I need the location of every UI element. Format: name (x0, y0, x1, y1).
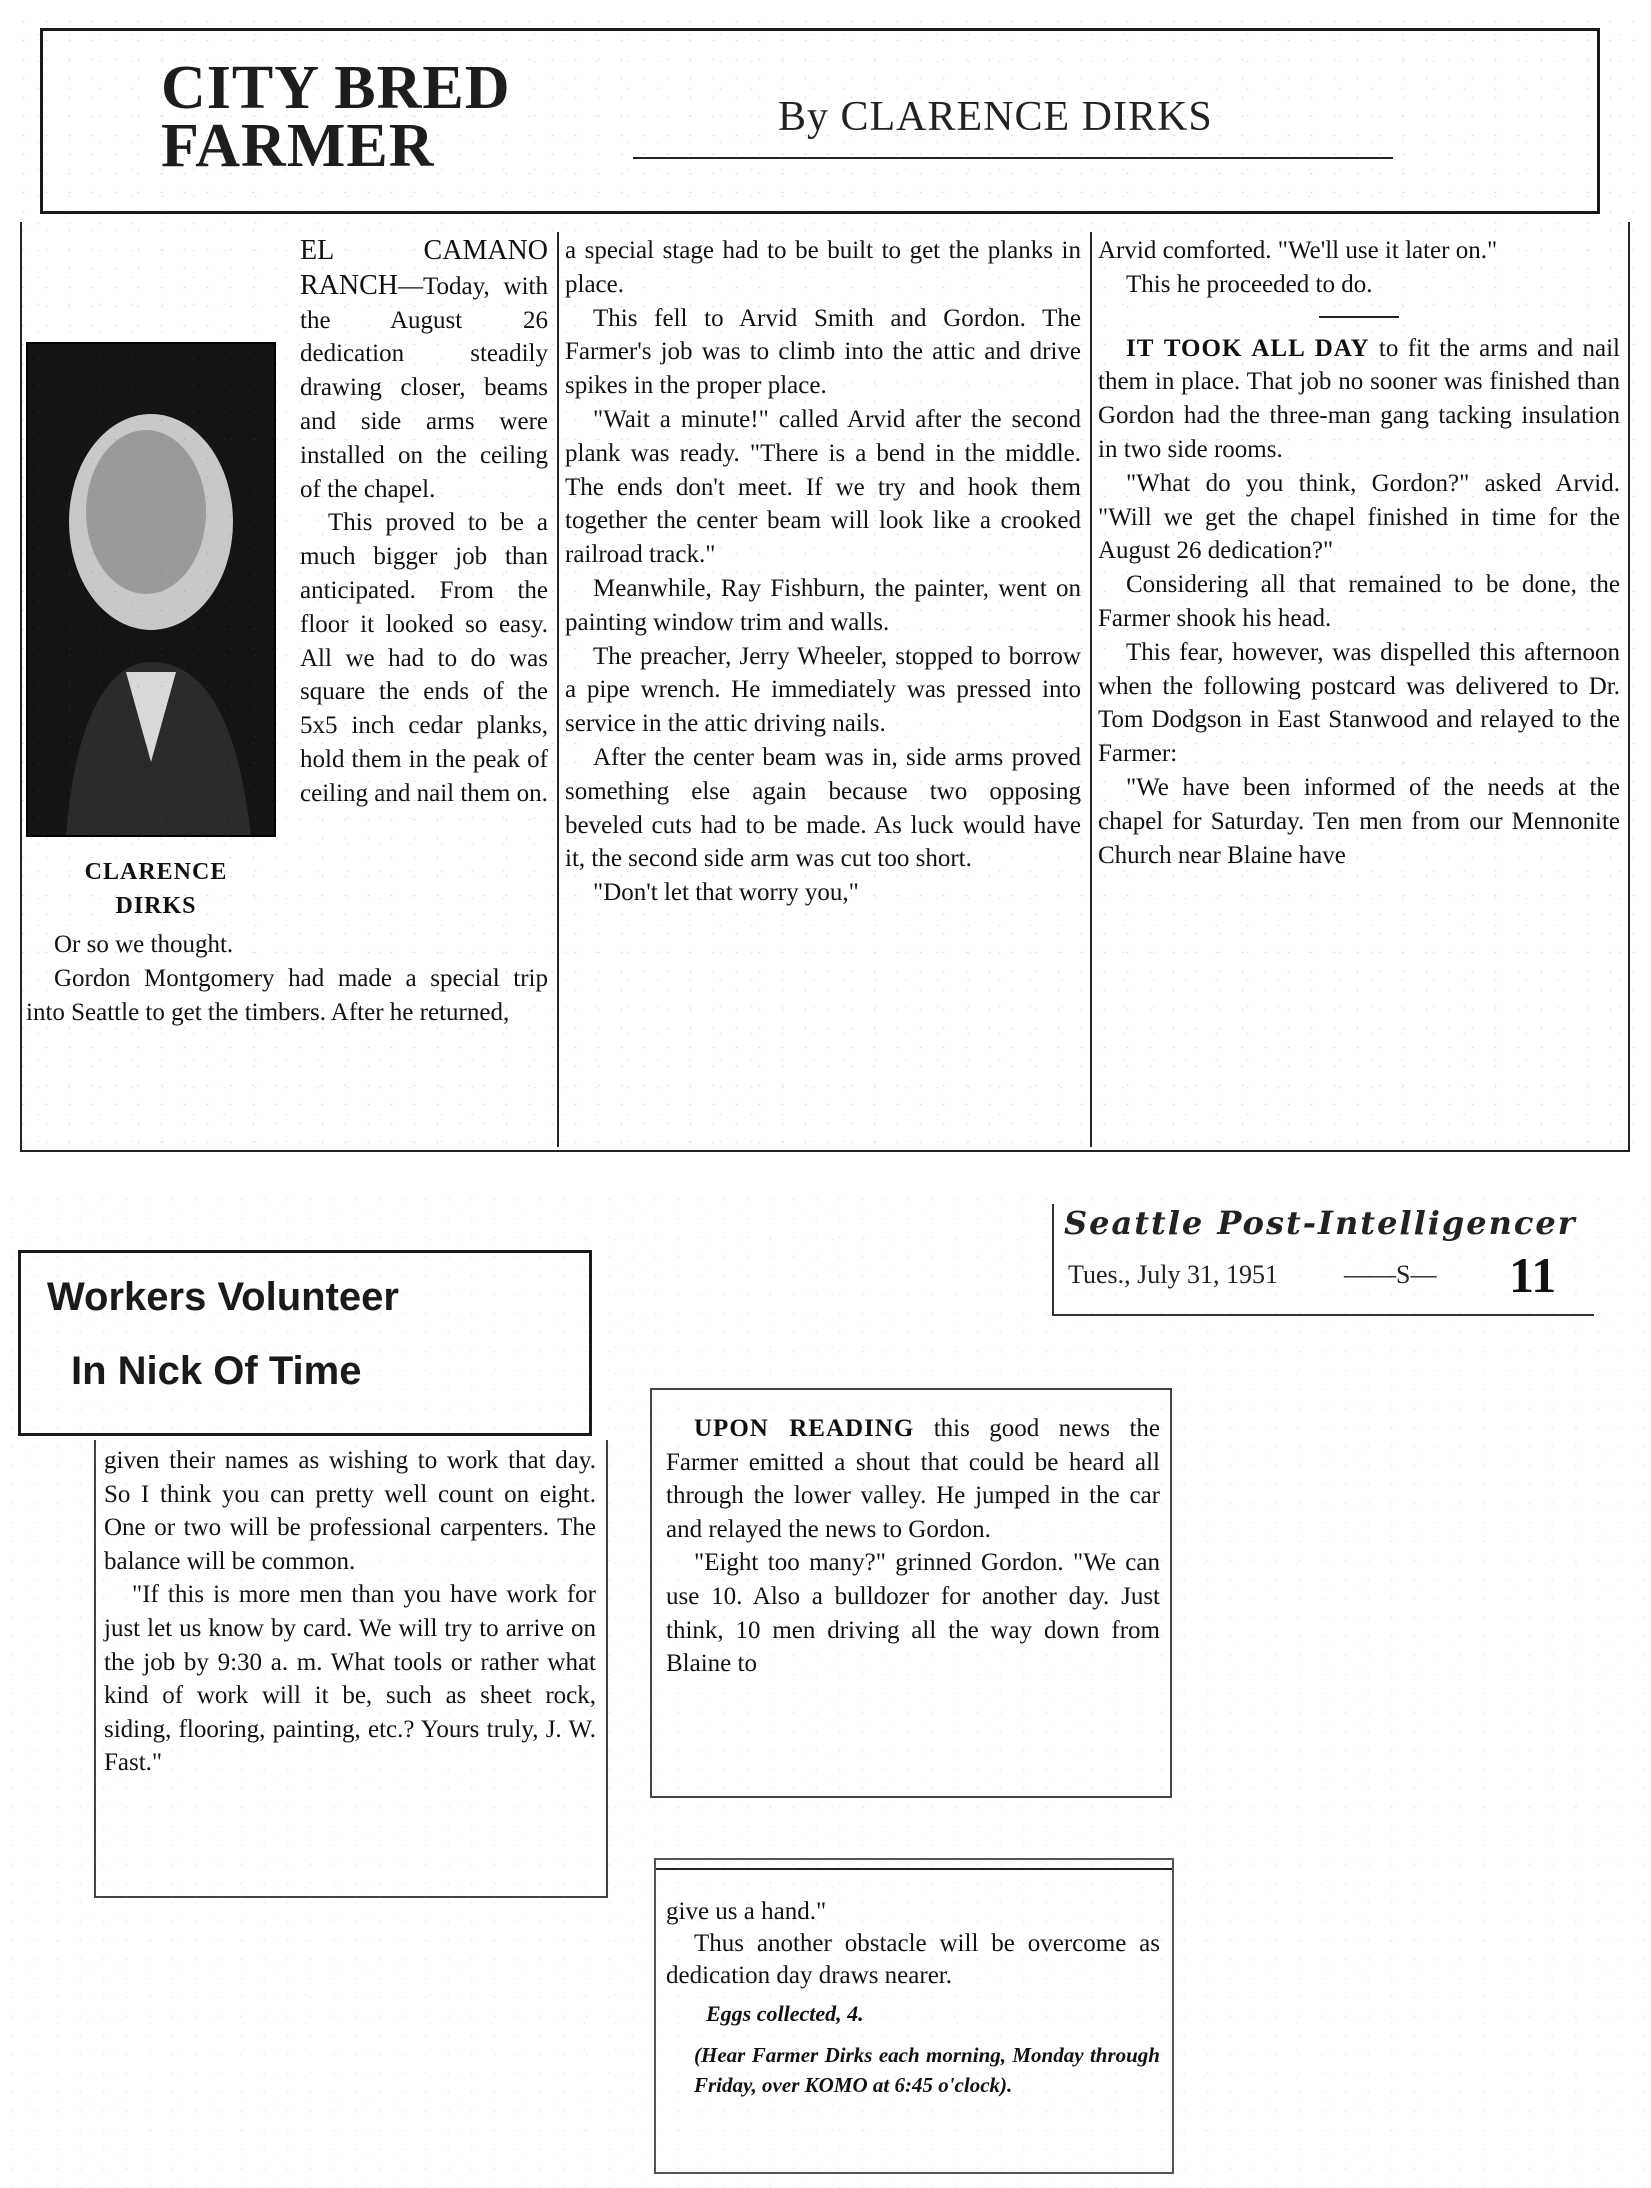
masthead-page-number: 11 (1509, 1247, 1557, 1303)
photo-caption-line1: CLARENCE (84, 858, 228, 885)
paragraph: "If this is more men than you have work for just let us know by card. We will try to arrive on the job by 9:30 a. m. What tools or rather what kind of work will it be, such as sheet rock, siding, flooring, painting, etc.? Yours truly, J. W. Fast." (104, 1581, 596, 1777)
paragraph: Considering all that remained to be done, the Farmer shook his head. (1098, 571, 1620, 632)
paragraph: "Don't let that worry you," (593, 879, 859, 907)
paragraph: give us a hand." (666, 1898, 827, 1925)
paragraph: this good news the Farmer emitted a shout that could be heard all through the lower valley. He jumped in the car and relayed the news to Gordon. (666, 1415, 1160, 1543)
headline-box (18, 1250, 592, 1436)
eggs-collected: Eggs collected, 4. (706, 2001, 864, 2026)
author-portrait-icon (26, 342, 276, 837)
paragraph: Arvid comforted. "We'll use it later on." (1098, 237, 1498, 264)
column-2 (565, 234, 1081, 910)
paragraph: Thus another obstacle will be overcome as dedication day draws nearer. (666, 1930, 1160, 1989)
radio-note: (Hear Farmer Dirks each morning, Monday through Friday, over KOMO at 6:45 o'clock). (694, 2043, 1160, 2097)
continuation-clip-left (94, 1440, 608, 1898)
paragraph: Gordon Montgomery had made a special trip into Seattle to get the timbers. After he returned, (26, 964, 548, 1026)
column-rule (20, 222, 22, 1152)
column-title-line2: FARMER (161, 112, 435, 180)
paragraph: This fear, however, was dispelled this afternoon when the following postcard was delivered to Dr. Tom Dodgson in East Stanwood and relayed to the Farmer: (1098, 638, 1620, 768)
paragraph: Or so we thought. (54, 931, 234, 958)
header-rule (633, 157, 1393, 159)
continuation-clip-bottom (654, 1858, 1174, 2174)
paragraph: The preacher, Jerry Wheeler, stopped to borrow a pipe wrench. He immediately was pressed into service in the attic driving nails. (565, 642, 1081, 738)
clip-top-rule (656, 1868, 1172, 1870)
dateline: EL CAMANO RANCH (300, 235, 548, 301)
column-rule (557, 232, 559, 1147)
paragraph: "Eight too many?" grinned Gordon. "We can use 10. Also a bulldozer for another day. Just think, 10 men driving all the way down from Blaine to (666, 1549, 1160, 1678)
column-bottom-rule (20, 1150, 1630, 1152)
paragraph: a special stage had to be built to get the planks in place. (565, 237, 1081, 298)
masthead-name: Seattle Post-Intelligencer (1064, 1204, 1577, 1242)
column-clipping (12, 12, 1640, 1147)
column-rule (1090, 232, 1092, 1147)
section-divider (1319, 316, 1399, 318)
masthead-clipping (1052, 1204, 1594, 1316)
masthead-edition: ——S— (1344, 1260, 1437, 1289)
paragraph: "We have been informed of the needs at the chapel for Saturday. Ten men from our Mennonite Church near Blaine have (1098, 773, 1620, 869)
paragraph: Meanwhile, Ray Fishburn, the painter, went on painting window trim and walls. (565, 574, 1081, 636)
photo-caption-line2: DIRKS (115, 892, 197, 919)
continuation-clip-middle (650, 1388, 1172, 1798)
paragraph: "What do you think, Gordon?" asked Arvid. "Will we get the chapel finished in time for the August 26 dedication?" (1098, 469, 1620, 565)
paragraph: This he proceeded to do. (1126, 270, 1373, 298)
paragraph: to fit the arms and nail them in place. That job no sooner was finished than Gordon had the three-man gang tacking insulation in two side rooms. (1098, 334, 1620, 463)
section-lead: IT TOOK ALL DAY (1126, 334, 1370, 362)
section-lead: UPON READING (694, 1415, 915, 1442)
paragraph: After the center beam was in, side arms proved something else again because two opposing beveled cuts had to be made. As luck would have it, the second side arm was cut too short. (565, 743, 1081, 873)
column-title-line1: CITY BRED (161, 54, 511, 122)
byline: By CLARENCE DIRKS (778, 94, 1213, 140)
paragraph: "Wait a minute!" called Arvid after the second plank was ready. "There is a bend in the middle. The ends don't meet. If we try and hook them together the center beam will look like a crooked railroad track." (565, 405, 1081, 569)
headline-line1: Workers Volunteer (47, 1275, 399, 1319)
column-rule (1628, 222, 1630, 1152)
column-3 (1098, 234, 1620, 872)
column-1 (26, 234, 548, 1029)
author-photo (26, 342, 286, 922)
headline-line2: In Nick Of Time (71, 1349, 362, 1393)
paragraph: This proved to be a much bigger job than anticipated. From the floor it looked so easy. All we had to do was square the ends of the 5x5 inch cedar planks, hold them in the peak of ceiling and nail them on. (300, 509, 548, 807)
paragraph: This fell to Arvid Smith and Gordon. The Farmer's job was to climb into the attic and drive spikes in the proper place. (565, 304, 1081, 400)
column-title (161, 54, 511, 180)
paragraph: —Today, with the August 26 dedication steadily drawing closer, beams and side arms were installed on the ceiling of the chapel. (300, 272, 548, 503)
paragraph: given their names as wishing to work that day. So I think you can pretty well count on eight. One or two will be professional carpenters. The balance will be common. (104, 1447, 596, 1575)
masthead-date: Tues., July 31, 1951 (1068, 1260, 1278, 1289)
column-header (40, 28, 1600, 214)
